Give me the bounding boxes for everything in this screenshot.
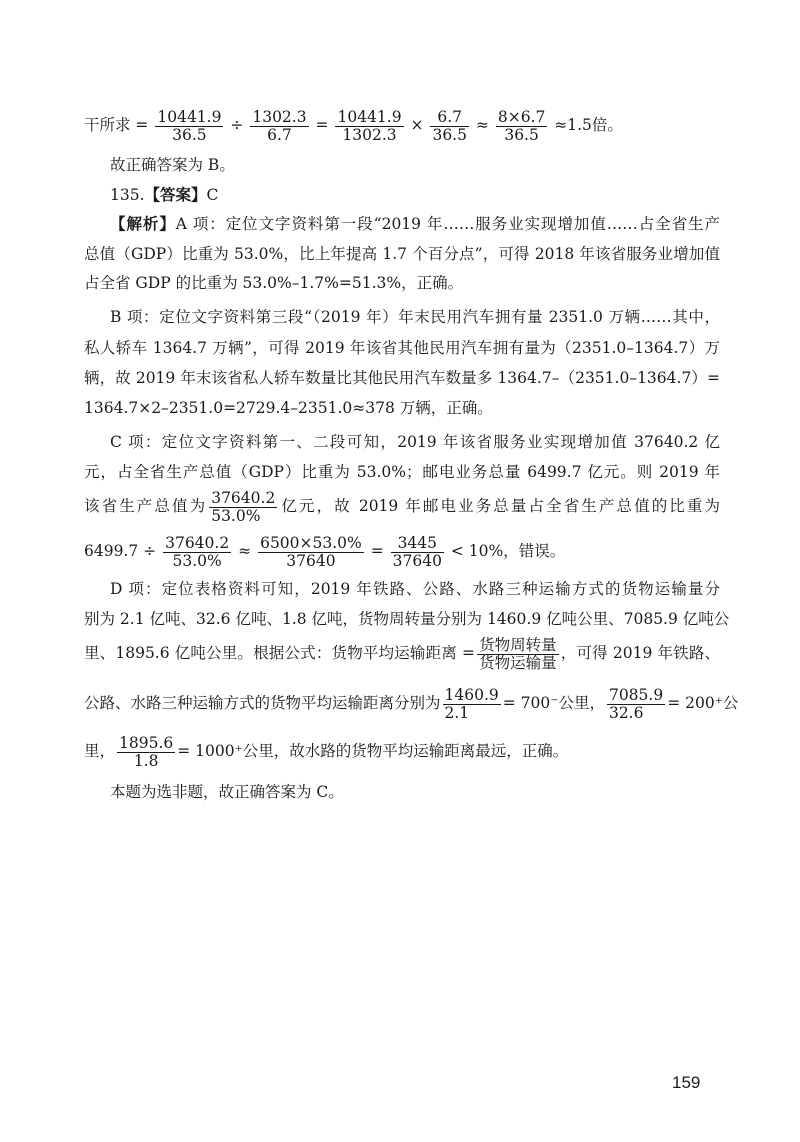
analysis-d-line-4: 公路、水路三种运输方式的货物平均运输距离分别为 $\frac{1460.9}{2.1}$ = 700⁻公里， $\frac{7085.9}{32.6}$ = 200⁺公 bbox=[84, 685, 739, 722]
fraction: $\frac{\text{货物周转量}}{\text{货物运输量}}$ bbox=[479, 635, 557, 672]
analysis-d-line-2: 别为 2.1 亿吨、32.6 亿吨、1.8 亿吨，货物周转量分别为 1460.9 亿吨公里、7085.9 亿吨公 bbox=[84, 610, 730, 628]
operator: ≈ bbox=[238, 542, 252, 560]
operator: ÷ bbox=[230, 116, 244, 134]
fraction: $\frac{10441.9}{36.5}$ bbox=[157, 107, 222, 144]
fraction: $\frac{8\times 6.7}{36.5}$ bbox=[497, 107, 546, 144]
analysis-c-line-4: 6499.7 ÷ $\frac{37640.2}{53.0\%}$ ≈ $\frac{6500\times 53.0\%}{37640}$ = $\frac{3445}{37640}$ < 10%，错误。 bbox=[84, 533, 566, 570]
fraction: $\frac{7085.9}{32.6}$ bbox=[608, 685, 664, 722]
analysis-a-line-2: 总值（GDP）比重为 53.0%，比上年提高 1.7 个百分点”，可得 2018 年该省服务业增加值 bbox=[84, 245, 720, 263]
operator: ≈ bbox=[475, 116, 489, 134]
equation-line bbox=[84, 105, 720, 145]
answer-value: C bbox=[206, 186, 219, 204]
analysis-tag: 【解析】 bbox=[110, 214, 176, 233]
analysis-a-line-3: 占全省 GDP 的比重为 53.0%–1.7%=51.3%，正确。 bbox=[84, 274, 464, 292]
equation-suffix: ≈1.5倍。 bbox=[554, 116, 623, 134]
analysis-b-line-4: 1364.7×2–2351.0=2729.4–2351.0≈378 万辆，正确。 bbox=[84, 399, 493, 417]
analysis-c-line-3: 该省生产总值为 $\frac{37640.2}{53.0\%}$ 亿元，故 2019 年邮电业务总量占全省生产总值的比重为 bbox=[84, 488, 720, 525]
fraction: $\frac{10441.9}{1302.3}$ bbox=[337, 107, 402, 144]
fraction: $\frac{37640.2}{53.0\%}$ bbox=[211, 488, 276, 525]
fraction: $\frac{6500\times 53.0\%}{37640}$ bbox=[260, 533, 362, 570]
analysis-b-line-1: B 项：定位文字资料第三段“（2019 年）年末民用汽车拥有量 2351.0 万辆……其中， bbox=[110, 308, 720, 326]
fraction: $\frac{1460.9}{2.1}$ bbox=[444, 685, 499, 722]
answer-tag: 【答案】 bbox=[144, 185, 207, 204]
question-answer-line bbox=[110, 184, 720, 206]
fraction: $\frac{1895.6}{1.8}$ bbox=[119, 733, 174, 770]
analysis-c-line-1: C 项：定位文字资料第一、二段可知，2019 年该省服务业实现增加值 37640.2 亿 bbox=[110, 433, 720, 451]
conclusion: 本题为选非题，故正确答案为 C。 bbox=[110, 783, 344, 801]
question-number: 135. bbox=[110, 186, 145, 204]
fraction: $\frac{6.7}{36.5}$ bbox=[432, 107, 467, 144]
operator: × bbox=[410, 116, 424, 134]
analysis-b-line-2: 私人轿车 1364.7 万辆”，可得 2019 年该省其他民用汽车拥有量为（2351.0–1364.7）万 bbox=[84, 339, 720, 357]
analysis-a-line-1: 【解析】A 项：定位文字资料第一段“2019 年……服务业实现增加值……占全省生产 bbox=[110, 214, 720, 233]
equation-prefix: 干所求 = bbox=[84, 116, 149, 134]
answer-statement: 故正确答案为 B。 bbox=[110, 156, 235, 174]
fraction: $\frac{1302.3}{6.7}$ bbox=[252, 107, 307, 144]
analysis-d-line-5: 里， $\frac{1895.6}{1.8}$ = 1000⁺公里，故水路的货物平均运输距离最远，正确。 bbox=[84, 733, 569, 770]
fraction: $\frac{3445}{37640}$ bbox=[392, 533, 442, 570]
operator: = bbox=[315, 116, 329, 134]
fraction: $\frac{37640.2}{53.0\%}$ bbox=[165, 533, 230, 570]
analysis-d-line-1: D 项：定位表格资料可知，2019 年铁路、公路、水路三种运输方式的货物运输量分 bbox=[110, 580, 720, 598]
analysis-d-line-3: 里、1895.6 亿吨公里。根据公式：货物平均运输距离 = $\frac{\text{货物周转量}}{\text{货物运输量}}$ ，可得 2019 年铁路、 bbox=[84, 635, 721, 672]
operator: = bbox=[370, 542, 384, 560]
analysis-b-line-3: 辆，故 2019 年末该省私人轿车数量比其他民用汽车数量多 1364.7–（2351.0–1364.7）= bbox=[84, 369, 720, 387]
page-number: 159 bbox=[672, 1073, 701, 1092]
analysis-c-line-2: 元，占全省生产总值（GDP）比重为 53.0%；邮电业务总量 6499.7 亿元。则 2019 年 bbox=[84, 463, 720, 481]
